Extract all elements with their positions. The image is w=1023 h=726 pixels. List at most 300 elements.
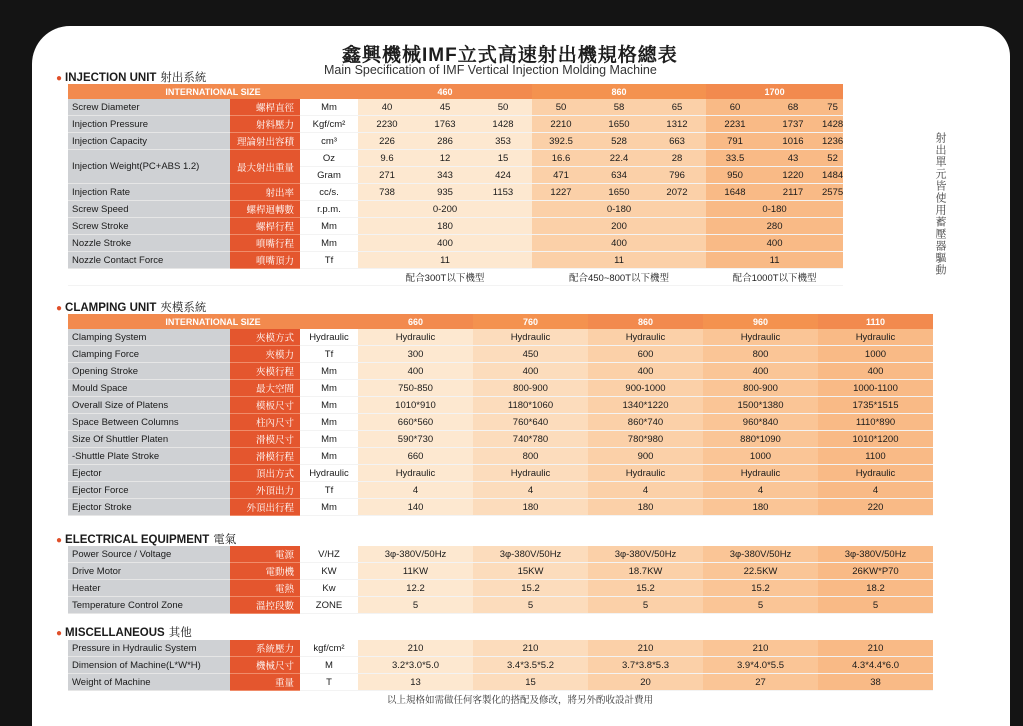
row-label-en: Power Source / Voltage — [68, 546, 230, 563]
page-title: 鑫興機械IMF立式高速射出機規格總表 — [342, 45, 678, 66]
value-cell: 58 — [590, 99, 648, 116]
row-label-en: Nozzle Stroke — [68, 235, 230, 252]
row-unit: kgf/cm² — [300, 640, 358, 657]
row-label-zh: 滑模尺寸 — [230, 431, 300, 448]
value-cell: 343 — [416, 167, 474, 184]
value-cell: 16.6 — [532, 150, 590, 167]
value-cell: 18.7KW — [588, 563, 703, 580]
value-cell: 528 — [590, 133, 648, 150]
value-cell: 140 — [358, 499, 473, 516]
value-cell: 1010*1200 — [818, 431, 933, 448]
value-cell: 392.5 — [532, 133, 590, 150]
value-cell: 65 — [648, 99, 706, 116]
value-cell: 1650 — [590, 184, 648, 201]
section-title-zh: 射出系統 — [160, 72, 207, 84]
row-label-en: Pressure in Hydraulic System — [68, 640, 230, 657]
value-cell: 3φ-380V/50Hz — [473, 546, 588, 563]
value-cell: 286 — [416, 133, 474, 150]
row-unit: V/HZ — [300, 546, 358, 563]
row-unit: Kw — [300, 580, 358, 597]
value-cell: 800-900 — [473, 380, 588, 397]
footer-note: 以上規格如需做任何客製化的搭配及修改，將另外酌收設計費用 — [387, 695, 654, 706]
row-label-en: Overall Size of Platens — [68, 397, 230, 414]
table-row — [68, 150, 843, 167]
value-cell: 5 — [588, 597, 703, 614]
value-cell: 271 — [358, 167, 416, 184]
value-cell: 75 — [822, 99, 843, 116]
value-cell: 50 — [474, 99, 532, 116]
row-unit: Hydraulic — [300, 329, 358, 346]
value-cell: 2072 — [648, 184, 706, 201]
value-cell: 15 — [474, 150, 532, 167]
value-cell: 1737 — [764, 116, 822, 133]
spec-sheet — [32, 26, 1010, 726]
value-cell: 210 — [358, 640, 473, 657]
row-label-en: Opening Stroke — [68, 363, 230, 380]
value-cell: Hydraulic — [358, 329, 473, 346]
table-row — [68, 674, 933, 691]
row-label-en: Clamping System — [68, 329, 230, 346]
row-label-en: Screw Diameter — [68, 99, 230, 116]
value-cell: 1428 — [474, 116, 532, 133]
value-cell: Hydraulic — [818, 465, 933, 482]
value-cell: Hydraulic — [703, 465, 818, 482]
value-cell: 1100 — [818, 448, 933, 465]
value-cell: 660 — [358, 448, 473, 465]
table-row — [68, 363, 933, 380]
value-cell: 22.4 — [590, 150, 648, 167]
value-cell: 2575 — [822, 184, 843, 201]
value-cell: 796 — [648, 167, 706, 184]
value-cell: 738 — [358, 184, 416, 201]
bullet-icon: ● — [56, 628, 63, 639]
value-cell: Hydraulic — [473, 329, 588, 346]
row-label-zh: 噴嘴行程 — [230, 235, 300, 252]
row-unit: Kgf/cm² — [300, 116, 358, 133]
model-header: 460 — [358, 84, 532, 99]
header-international-size: INTERNATIONAL SIZE — [68, 314, 358, 329]
value-cell: Hydraulic — [703, 329, 818, 346]
value-cell: 5 — [473, 597, 588, 614]
value-cell: 13 — [358, 674, 473, 691]
value-cell: 11 — [358, 252, 532, 269]
row-unit: cm³ — [300, 133, 358, 150]
table-row — [68, 218, 843, 235]
value-cell: 791 — [706, 133, 764, 150]
value-cell: 0-180 — [532, 201, 706, 218]
model-header: 1110 — [818, 314, 933, 329]
value-cell: 210 — [703, 640, 818, 657]
value-cell: 1340*1220 — [588, 397, 703, 414]
value-cell: 11 — [532, 252, 706, 269]
value-cell: 180 — [588, 499, 703, 516]
row-unit: Mm — [300, 380, 358, 397]
row-label-zh: 螺桿行程 — [230, 218, 300, 235]
value-cell: 860*740 — [588, 414, 703, 431]
value-cell: 226 — [358, 133, 416, 150]
row-unit: r.p.m. — [300, 201, 358, 218]
compat-note: 配合300T以下機型 — [358, 269, 532, 286]
model-header: 860 — [532, 84, 706, 99]
row-label-en: Ejector Force — [68, 482, 230, 499]
value-cell: 800 — [473, 448, 588, 465]
value-cell: 18.2 — [818, 580, 933, 597]
bullet-icon: ● — [56, 535, 63, 546]
value-cell: 4 — [473, 482, 588, 499]
value-cell: 45 — [416, 99, 474, 116]
row-label-en: Ejector Stroke — [68, 499, 230, 516]
row-unit: Oz — [300, 150, 358, 167]
value-cell: 353 — [474, 133, 532, 150]
header-international-size: INTERNATIONAL SIZE — [68, 84, 358, 99]
value-cell: 660*560 — [358, 414, 473, 431]
table-row — [68, 201, 843, 218]
table-row — [68, 580, 933, 597]
value-cell: 1110*890 — [818, 414, 933, 431]
value-cell: 3.4*3.5*5.2 — [473, 657, 588, 674]
table-header-row — [68, 84, 843, 99]
value-cell: 3φ-380V/50Hz — [358, 546, 473, 563]
row-unit: Gram — [300, 167, 358, 184]
row-label-zh: 機械尺寸 — [230, 657, 300, 674]
value-cell: 0-200 — [358, 201, 532, 218]
row-label-en: Injection Pressure — [68, 116, 230, 133]
row-unit: Hydraulic — [300, 465, 358, 482]
row-label-en: Mould Space — [68, 380, 230, 397]
value-cell: 180 — [703, 499, 818, 516]
row-unit: Mm — [300, 431, 358, 448]
model-header: 860 — [588, 314, 703, 329]
row-label-zh: 模板尺寸 — [230, 397, 300, 414]
value-cell: 935 — [416, 184, 474, 201]
value-cell: 15 — [473, 674, 588, 691]
value-cell: 9.6 — [358, 150, 416, 167]
value-cell: 960*840 — [703, 414, 818, 431]
row-label-zh: 重量 — [230, 674, 300, 691]
electrical-table — [68, 546, 933, 614]
row-label-en: Injection Capacity — [68, 133, 230, 150]
value-cell: 27 — [703, 674, 818, 691]
value-cell: 15.2 — [473, 580, 588, 597]
value-cell: 2117 — [764, 184, 822, 201]
table-row — [68, 482, 933, 499]
row-label-zh: 電動機 — [230, 563, 300, 580]
value-cell: 424 — [474, 167, 532, 184]
row-label-zh: 射料壓力 — [230, 116, 300, 133]
value-cell: 4 — [818, 482, 933, 499]
row-label-en: Clamping Force — [68, 346, 230, 363]
value-cell: 180 — [358, 218, 532, 235]
value-cell: 800-900 — [703, 380, 818, 397]
row-label-en: Weight of Machine — [68, 674, 230, 691]
value-cell: 634 — [590, 167, 648, 184]
row-label-zh: 系統壓力 — [230, 640, 300, 657]
value-cell: 780*980 — [588, 431, 703, 448]
value-cell: 750-850 — [358, 380, 473, 397]
row-label-zh: 射出率 — [230, 184, 300, 201]
row-unit: Mm — [300, 99, 358, 116]
value-cell: 1648 — [706, 184, 764, 201]
clamping-table — [68, 314, 933, 516]
value-cell: 400 — [358, 235, 532, 252]
row-label-en: Injection Weight(PC+ABS 1.2) — [68, 150, 230, 184]
value-cell: 1428 — [822, 116, 843, 133]
value-cell: 15KW — [473, 563, 588, 580]
section-title-en: CLAMPING UNIT — [65, 302, 157, 314]
table-row — [68, 640, 933, 657]
value-cell: 2231 — [706, 116, 764, 133]
table-row — [68, 116, 843, 133]
value-cell: 1650 — [590, 116, 648, 133]
value-cell: 400 — [706, 235, 843, 252]
value-cell: 3.7*3.8*5.3 — [588, 657, 703, 674]
value-cell: 11 — [706, 252, 843, 269]
section-title-zh: 電氣 — [213, 534, 237, 546]
row-unit: Mm — [300, 448, 358, 465]
model-header: 1700 — [706, 84, 843, 99]
row-label-zh: 理論射出容積 — [230, 133, 300, 150]
value-cell: 22.5KW — [703, 563, 818, 580]
section-electrical-heading — [56, 531, 236, 547]
value-cell: 280 — [706, 218, 843, 235]
value-cell: 1016 — [764, 133, 822, 150]
value-cell: 2210 — [532, 116, 590, 133]
row-label-en: Ejector — [68, 465, 230, 482]
table-row — [68, 329, 933, 346]
value-cell: 3φ-380V/50Hz — [588, 546, 703, 563]
row-unit: Mm — [300, 235, 358, 252]
row-label-zh: 電熱 — [230, 580, 300, 597]
row-unit: Mm — [300, 218, 358, 235]
value-cell: 1010*910 — [358, 397, 473, 414]
page-subtitle: Main Specification of IMF Vertical Injection Molding Machine — [324, 63, 657, 77]
value-cell: 28 — [648, 150, 706, 167]
table-row — [68, 380, 933, 397]
value-cell: 740*780 — [473, 431, 588, 448]
value-cell: 400 — [358, 363, 473, 380]
table-row — [68, 235, 843, 252]
bullet-icon: ● — [56, 73, 63, 84]
value-cell: Hydraulic — [588, 465, 703, 482]
value-cell: 40 — [358, 99, 416, 116]
row-label-en: Temperature Control Zone — [68, 597, 230, 614]
value-cell: 2230 — [358, 116, 416, 133]
value-cell: 950 — [706, 167, 764, 184]
value-cell: 5 — [818, 597, 933, 614]
side-note: 射出單元皆使用蓄壓器驅動 — [934, 131, 946, 276]
row-label-en: Space Between Columns — [68, 414, 230, 431]
value-cell: 26KW*P70 — [818, 563, 933, 580]
row-label-zh: 外頂出行程 — [230, 499, 300, 516]
value-cell: 450 — [473, 346, 588, 363]
table-row — [68, 657, 933, 674]
value-cell: 1763 — [416, 116, 474, 133]
section-title-zh: 其他 — [168, 627, 192, 639]
value-cell: 60 — [706, 99, 764, 116]
value-cell: 400 — [588, 363, 703, 380]
value-cell: 38 — [818, 674, 933, 691]
table-row — [68, 465, 933, 482]
row-label-zh: 最大射出重量 — [230, 150, 300, 184]
value-cell: 880*1090 — [703, 431, 818, 448]
section-misc-heading — [56, 624, 192, 640]
table-row — [68, 397, 933, 414]
value-cell: 1220 — [764, 167, 822, 184]
value-cell: 15.2 — [703, 580, 818, 597]
value-cell: 52 — [822, 150, 843, 167]
value-cell: 0-180 — [706, 201, 843, 218]
table-row — [68, 252, 843, 269]
value-cell: 1180*1060 — [473, 397, 588, 414]
compat-note: 配合1000T以下機型 — [706, 269, 843, 286]
value-cell: 1000 — [818, 346, 933, 363]
row-unit: Tf — [300, 346, 358, 363]
compat-note: 配合450~800T以下機型 — [532, 269, 706, 286]
section-title-en: INJECTION UNIT — [65, 72, 157, 84]
row-label-zh: 噴嘴頂力 — [230, 252, 300, 269]
row-label-zh: 螺桿直徑 — [230, 99, 300, 116]
value-cell: 4.3*4.4*6.0 — [818, 657, 933, 674]
value-cell: 1000 — [703, 448, 818, 465]
value-cell: 68 — [764, 99, 822, 116]
section-clamping-heading — [56, 299, 206, 315]
row-label-zh: 電源 — [230, 546, 300, 563]
table-row-notes — [68, 269, 843, 286]
bullet-icon: ● — [56, 303, 63, 314]
row-label-en: Nozzle Contact Force — [68, 252, 230, 269]
value-cell: 1236 — [822, 133, 843, 150]
value-cell: 600 — [588, 346, 703, 363]
value-cell: 4 — [358, 482, 473, 499]
value-cell: 15.2 — [588, 580, 703, 597]
value-cell: 760*640 — [473, 414, 588, 431]
value-cell: 400 — [473, 363, 588, 380]
value-cell: 1153 — [474, 184, 532, 201]
value-cell: 300 — [358, 346, 473, 363]
value-cell: 4 — [588, 482, 703, 499]
value-cell: 12.2 — [358, 580, 473, 597]
value-cell: 3.2*3.0*5.0 — [358, 657, 473, 674]
row-label-en: Screw Speed — [68, 201, 230, 218]
value-cell: 20 — [588, 674, 703, 691]
row-label-zh: 溫控段數 — [230, 597, 300, 614]
table-row — [68, 99, 843, 116]
blank-cell — [68, 269, 358, 286]
value-cell: 1312 — [648, 116, 706, 133]
section-title-en: ELECTRICAL EQUIPMENT — [65, 534, 210, 546]
table-header-row — [68, 314, 933, 329]
value-cell: 50 — [532, 99, 590, 116]
value-cell: 210 — [588, 640, 703, 657]
row-unit: M — [300, 657, 358, 674]
value-cell: 3φ-380V/50Hz — [703, 546, 818, 563]
row-unit: cc/s. — [300, 184, 358, 201]
section-injection-heading — [56, 69, 206, 85]
model-header: 960 — [703, 314, 818, 329]
injection-table — [68, 84, 843, 286]
value-cell: 3φ-380V/50Hz — [818, 546, 933, 563]
value-cell: 471 — [532, 167, 590, 184]
section-title-en: MISCELLANEOUS — [65, 627, 165, 639]
row-unit: T — [300, 674, 358, 691]
value-cell: 43 — [764, 150, 822, 167]
row-label-en: Size Of Shuttler Platen — [68, 431, 230, 448]
value-cell: 400 — [532, 235, 706, 252]
table-row — [68, 499, 933, 516]
value-cell: 180 — [473, 499, 588, 516]
row-label-zh: 夾模方式 — [230, 329, 300, 346]
table-row — [68, 448, 933, 465]
value-cell: 900-1000 — [588, 380, 703, 397]
row-label-zh: 外頂出力 — [230, 482, 300, 499]
value-cell: 4 — [703, 482, 818, 499]
table-row — [68, 133, 843, 150]
row-label-zh: 夾模行程 — [230, 363, 300, 380]
row-label-en: -Shuttle Plate Stroke — [68, 448, 230, 465]
row-label-zh: 螺桿迴轉數 — [230, 201, 300, 218]
row-label-en: Injection Rate — [68, 184, 230, 201]
row-label-zh: 夾模力 — [230, 346, 300, 363]
table-row — [68, 563, 933, 580]
value-cell: 1500*1380 — [703, 397, 818, 414]
table-row — [68, 414, 933, 431]
table-row — [68, 431, 933, 448]
table-row — [68, 546, 933, 563]
row-label-zh: 滑模行程 — [230, 448, 300, 465]
row-unit: Mm — [300, 397, 358, 414]
row-label-en: Screw Stroke — [68, 218, 230, 235]
value-cell: 220 — [818, 499, 933, 516]
row-unit: Tf — [300, 252, 358, 269]
value-cell: 400 — [818, 363, 933, 380]
row-unit: ZONE — [300, 597, 358, 614]
row-label-en: Dimension of Machine(L*W*H) — [68, 657, 230, 674]
value-cell: 3.9*4.0*5.5 — [703, 657, 818, 674]
value-cell: 800 — [703, 346, 818, 363]
misc-table — [68, 640, 933, 691]
value-cell: 663 — [648, 133, 706, 150]
row-label-zh: 最大空間 — [230, 380, 300, 397]
row-unit: Mm — [300, 414, 358, 431]
value-cell: 210 — [473, 640, 588, 657]
value-cell: 12 — [416, 150, 474, 167]
table-row — [68, 346, 933, 363]
value-cell: 400 — [703, 363, 818, 380]
value-cell: 590*730 — [358, 431, 473, 448]
value-cell: Hydraulic — [588, 329, 703, 346]
row-unit: KW — [300, 563, 358, 580]
value-cell: Hydraulic — [818, 329, 933, 346]
table-row — [68, 597, 933, 614]
model-header: 760 — [473, 314, 588, 329]
value-cell: 200 — [532, 218, 706, 235]
value-cell: 900 — [588, 448, 703, 465]
row-label-en: Drive Motor — [68, 563, 230, 580]
value-cell: 1735*1515 — [818, 397, 933, 414]
row-label-zh: 柱內尺寸 — [230, 414, 300, 431]
value-cell: 5 — [358, 597, 473, 614]
row-unit: Mm — [300, 363, 358, 380]
row-label-en: Heater — [68, 580, 230, 597]
value-cell: 1227 — [532, 184, 590, 201]
row-unit: Tf — [300, 482, 358, 499]
row-label-zh: 頂出方式 — [230, 465, 300, 482]
value-cell: 11KW — [358, 563, 473, 580]
row-unit: Mm — [300, 499, 358, 516]
value-cell: Hydraulic — [473, 465, 588, 482]
table-row — [68, 184, 843, 201]
value-cell: Hydraulic — [358, 465, 473, 482]
